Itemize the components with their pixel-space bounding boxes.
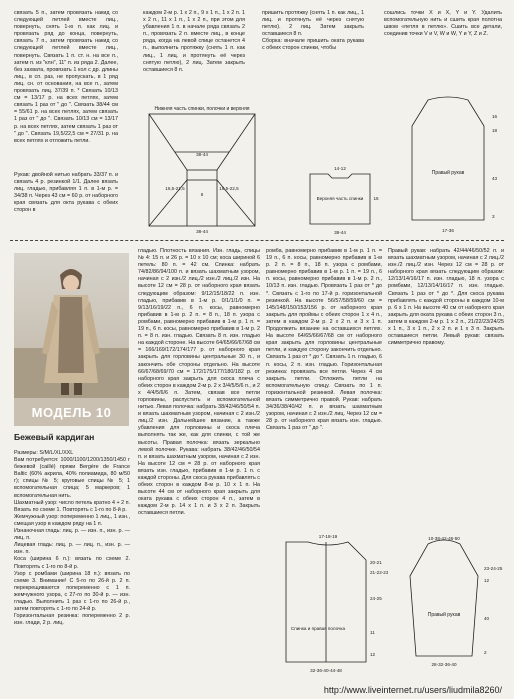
diagram-sleeve-top-d1: 16 [492,114,498,119]
diagram-back-label: Спинка и правая полочка [290,626,346,631]
checker-pattern-line: Шахматный узор: число петель кратно 4 + 2 п. Вязать по схеме 1. Повторять с 1-го по 8-й р. [14,499,130,513]
diagram-sleeve-top-d4: 3 [492,214,495,219]
top-text-column-1b [14,172,118,236]
reverse-stockinette-line: Изнаночная гладь: лиц. р. — изн. п., изн. р. — лиц. п. [14,528,130,542]
diagram-sleeve-bottom-d1: 10-38-42-46-50 [428,536,460,541]
middle-text: гладью. Плотность вязания. Изн. гладь, спицы № 4: 15 п. и 26 р. = 10 х 10 см; коса шириной 6 петель: 80 п. = 42 см. Спинка: набрать 74/82/86/94/100 п. и вязать шахматным узором, начиная с 2 изн./2 лиц./2 изн./2 лиц./2 изн. На высоте 12 см = 28 р. от наборного края вязать следующим образом: 9/12/15/18/22 п. изн. гладью, прибавив в 1-м р. 0/1/1/1/0 п. = 9/13/16/19/22 п., 6 п. косы, равномерно прибавив в 1-м р. 2 п. = 8 п., 18 п. узора с ромбами, равномерно прибавив в 1-м р. 1 п. = 19 п., 6 п. косы, равномерно прибавив в 1-м р. 2 п. = 8 п. изн. гладью. Связать 8 п. изн. гладью на каждой стороне. На высоте 64/65/66/67/68 см = 166/169/172/174/177 р. от наборного края закрыть для горловины центральные 30 п., и закончить обе стороны отдельно. На высоте 66/67/68/69/70 см = 172/175/177/180/182 р. от наборного края закрыть для скоса плеча с обеих сторон в каждом 2-м р. 2 x 3/4/5/5/6 п., и 2 х 4/4/5/6/6 п. Затем, связав все петли горловины, распустить и вспомогательной нитью. Левая полочка: набрать 38/42/46/50/54 п. и вязать шахматным узором, начиная с 2 изн./2 лиц./2 изн. Дальнейшее вязание, а также убавления для горловины и скоса плеча выполнять так же, как для спинки, с той же высоты. Правая полочка: вязать зеркально левой полочке. Рукава: набрать 38/42/46/50/54 п. и вязать шахматным узором, начиная с 2 изн. На высоте 12 см = 28 р. от наборного края вязать изн. гладью, прибавив в 1-м р. 1 п. с каждой стороны. Для скоса рукава прибавлять с обеих сторон в каждом 8-м р. 10 x 1 п. На высоте 44 см от наборного края закрыть для оката рукава с обеих сторон 4 п., затем в каждом 2-м р. 14 x 1 п. и 3 x 2 п. Закрыть оставшиеся петли. [138,248,260,517]
horizontal-rib-line: Горизонтальная резинка: попеременно 2 р. изн. глади, 2 р. лиц. [14,613,130,627]
diagram-sleeve-bottom-d5: 28-32-36-40 [431,662,457,667]
diagram-back-d3: 21-22-23 [370,570,388,575]
top-text-column-4 [384,10,502,66]
diagram-upper-back-d2: 16 [373,196,379,201]
section-separator [10,240,504,241]
diagram-right-sleeve-bottom [392,530,506,675]
cable-line: Коса (ширина 6 п.): вязать по схеме 2. Повторять с 1-го по 8-й р. [14,556,130,570]
left-instructions [14,450,130,694]
source-url[interactable]: http://www.liveinternet.ru/users/liudmila8260/ [323,685,502,695]
diagram-back-d6: 12 [370,652,376,657]
diagram-lower-back-label: Нижняя часть спинки, полочки и верхняя [154,106,250,112]
diagram-sleeve-top-label: Правый рукав [431,170,465,176]
diagram-sleeve-top-d2: 18 [492,128,498,133]
model-photo [14,253,129,398]
center-instructions [266,248,382,528]
diagram-back-d4: 24-25 [370,596,382,601]
diagram-back-d5: 11 [370,630,375,635]
top-text-column-1 [14,10,118,170]
diagram-sleeve-bottom-d6: 2 [484,650,487,655]
diagram-upper-back-d3: 38-44 [334,230,346,235]
top-col1-text: связать 5 п., затем провязать накид со следующей петлей вместе лиц., повернуть, снять 1-ю п. как лиц. и провязать ряд до конца, повернуть, связать 7 п., затем провязать накид со следующей петлей вместе лиц., повернуть. Связать 1 п. ст. н. на все п., затем п. из "клн", 11" п. из ряда 2. Далее, без захвата, провязать 1 кол с др. длины лиц., в сп. раз, не пропускать, в 1 ряд лиц. сн. от основания, на все п., затем провязать лиц. 37/39 п. * Связать 10/13 см = 13/17 р. на всех петлях, затем связать 1 раз от " до ". Связать 38/44 см = 55/61 р. на всех петлях, затем связать 1 раз от " до ". Связать 10/13 см = 13/17 р. на всех петлях, затем связать 1 раз от " до ". Связать 19,5/22,5 см = 27/31 р. на всех петлях и отложить петли. [14,10,118,144]
diagram-lower-back-d5: 38-44 [196,229,208,234]
top-col1b-text: Рукав: двойной нитью набрать 33/37 п. и связать 4 р. резинкой 1/1. Далее вязать лиц. гладью, прибавляя 1 п. в 1-м р. = 34/38 п. Через 43 см = 60 р. от наборного края связать для окта рукава с обеих сторон в [14,172,118,214]
model-title: Бежевый кардиган [14,432,95,442]
right-text: Правый рукав: набрать 42/44/46/50/52 п. и вязать шахматным узором, начиная с 2 лиц./2 изн./2 лиц./2 изн. Через 12 см = 28 р. от наборного края вязать следующим образом: 12/13/14/16/17 п. изн. гладью, 18 п. узора с ромбами, 12/13/14/16/17 п. изн. гладью. Связать 1 раз от * до *. Для скоса рукава прибавлять с каждой стороны в каждом 10-м р. 6 x 1 п. На высоте 40 см от наборного края закрыть для оката рукава с обеих сторон 3 п., затем в каждом 2-м р. 1 x 2 п., 21/22/23/24/25 x 1 п., 3 x 1 п., 2 х 2 п. и 1 х 3 п. Закрыть оставшиеся петли. Левый рукав: связать симметрично правому. [388,248,504,347]
sizes-line: Размеры: S/M/L/XL/XXL [14,450,74,456]
diagram-back-d2: 20-21 [370,560,382,565]
diagram-sleeve-bottom-d3: 12 [484,578,490,583]
diagram-sleeve-top-d3: 43 [492,176,498,181]
diagram-back-d1: 17-18-19 [318,534,338,539]
diagram-right-sleeve-top [388,90,508,240]
diagram-sleeve-bottom-label: Правый рукав [427,612,461,618]
seed-pattern-line: Жемчужный узор: попеременно 1 лиц., 1 изн., смещая узор в каждом ряду на 1 п. [14,513,130,527]
diamond-pattern-line: Узор с ромбами (ширина 18 п.): вязать по схеме 3. Внимание! С 5-го по 26-й р. 2 п. перекрещиваются попеременно с 1 п. жемчужного узора, с 27-го по 30-й р. — изн. гладью. Выполнить 1 раз с 1-го по 26-й р., затем повторять с 1-го по 24-й р. [14,570,130,613]
top-col3b-text: Сборка: вначале пришить оката рукава с обеих сторон спинки, чтобы [262,38,364,52]
diagram-upper-back-label: Верхняя часть спинки [316,196,364,201]
top-col2-text: каждом 2-м р. 1 x 2 п., 9 x 1 п., 1 x 2 п. 1 x 2 п., 11 x 1 п., 1 x 2 п., при этом для убавления 1 п. в начале ряда связать 2 п., провязать 2 п. вместе лиц., в конце ряда, когда на левой спице останется 4 п., выполнить протяжку (снять 1 п. как лиц., 1 лиц. и протянуть её через снятую петлю), 2 лиц. Затем закрыть оставшиеся 8 п. [143,10,245,73]
diagram-sleeve-bottom-d2: 23-24-25 [484,566,503,571]
center-text: ромба, равномерно прибавив в 1-м р. 1 п. = 19 п., 6 п. косы, равномерно прибавив в 1-м р. 2 п. = 8 п., 18 п. узора с ромбами, равномерно прибавив в 1-м р. 1 п. = 19 п., 6 п. косы, равномерно прибавив в 1-м р. 2 п., 10/13 п. изн. гладью. Провязать 1 раз от * до *. Связать с 1-го по 17-й р. горизонтальной резинкой. На высоте 56/57/58/59/60 см = 145/148/150/153/156 р. от наборного края закрыть для проймы с обеих сторон 1 x 4 п., затем в каждом 2-м р. 2 x 2 п. и 3 x 1 п. Продолжить вязание на оставшихся петлях. На высоте 64/65/66/67/68 см от наборного края закрыть для горловины центральные петли, и каждую сторону закончить отдельно. Связать 1 раз от * до *. Связать 1 п. гладью, 6 п. косы, 2 п. изн. гладью. Горизонтальная резинка: провязать все петли. Через 4 см закрыть петли. Отложить петли на вспомогательную спицу. Связать по 1 п. горизонтальной резинкой. Левая полочка: вязать симметрично правой. Рукав: набрать 34/36/38/40/42 п. и вязать шахматным узором, начиная с 2 изн./2 лиц. Через 12 см = 28 р. от наборного края вязать изн. гладью. Связать 1 раз от " до ". [266,248,382,432]
diagram-lower-back [135,100,265,235]
right-instructions [388,248,504,530]
diagram-lower-back-d4: 6 [200,192,204,197]
top-text-column-3 [262,10,364,90]
diagram-lower-back-d2: 16,5-21,5 [165,186,185,191]
diagram-sleeve-top-d5: 17-36 [442,228,454,233]
diagram-lower-back-d1: 38-44 [196,152,208,157]
diagram-back-d7: 32-36-40-44-48 [310,668,342,673]
diagram-upper-back [300,160,380,240]
diagram-lower-back-d3: 18,5-22,5 [219,186,239,191]
top-text-column-2 [143,10,245,100]
diagram-back-front [268,530,388,675]
model-banner-text: МОДЕЛЬ 10 [31,404,112,420]
materials-line: Вам потребуется: 1000/1100/1200/1350/1450 г бежевой (caillé) пряжи Bergère de France Baltic (60% акрила, 40% полиамида, 80 м/50 г); спицы № 5; круговые спицы № 5; 1 вспомогательная спица; 5 маркеров; 1 вспомогательная нить. [14,457,130,499]
stockinette-line: Лицевая гладь: лиц. р. — лиц. п., изн. р. — изн. п. [14,542,130,556]
diagram-upper-back-d1: 14-12 [334,166,346,171]
diagram-sleeve-bottom-d4: 40 [484,616,490,621]
model-banner [14,398,129,426]
top-col4-text: сошлись точки X и X, Y и Y. Удалить вспомогательную нить и сшить края полотна швом «петля в петлю». Сшить все детали, соединив точки V и V, W и W, Y и Y, Z и Z. [384,10,502,38]
top-col3-text: пришить протяжку (снять 1 п. как лиц., 1 лиц. и протянуть её через снятую петлю). 2 лиц. Затем закрыть оставшиеся 8 п. [262,10,364,38]
middle-instructions [138,248,260,530]
